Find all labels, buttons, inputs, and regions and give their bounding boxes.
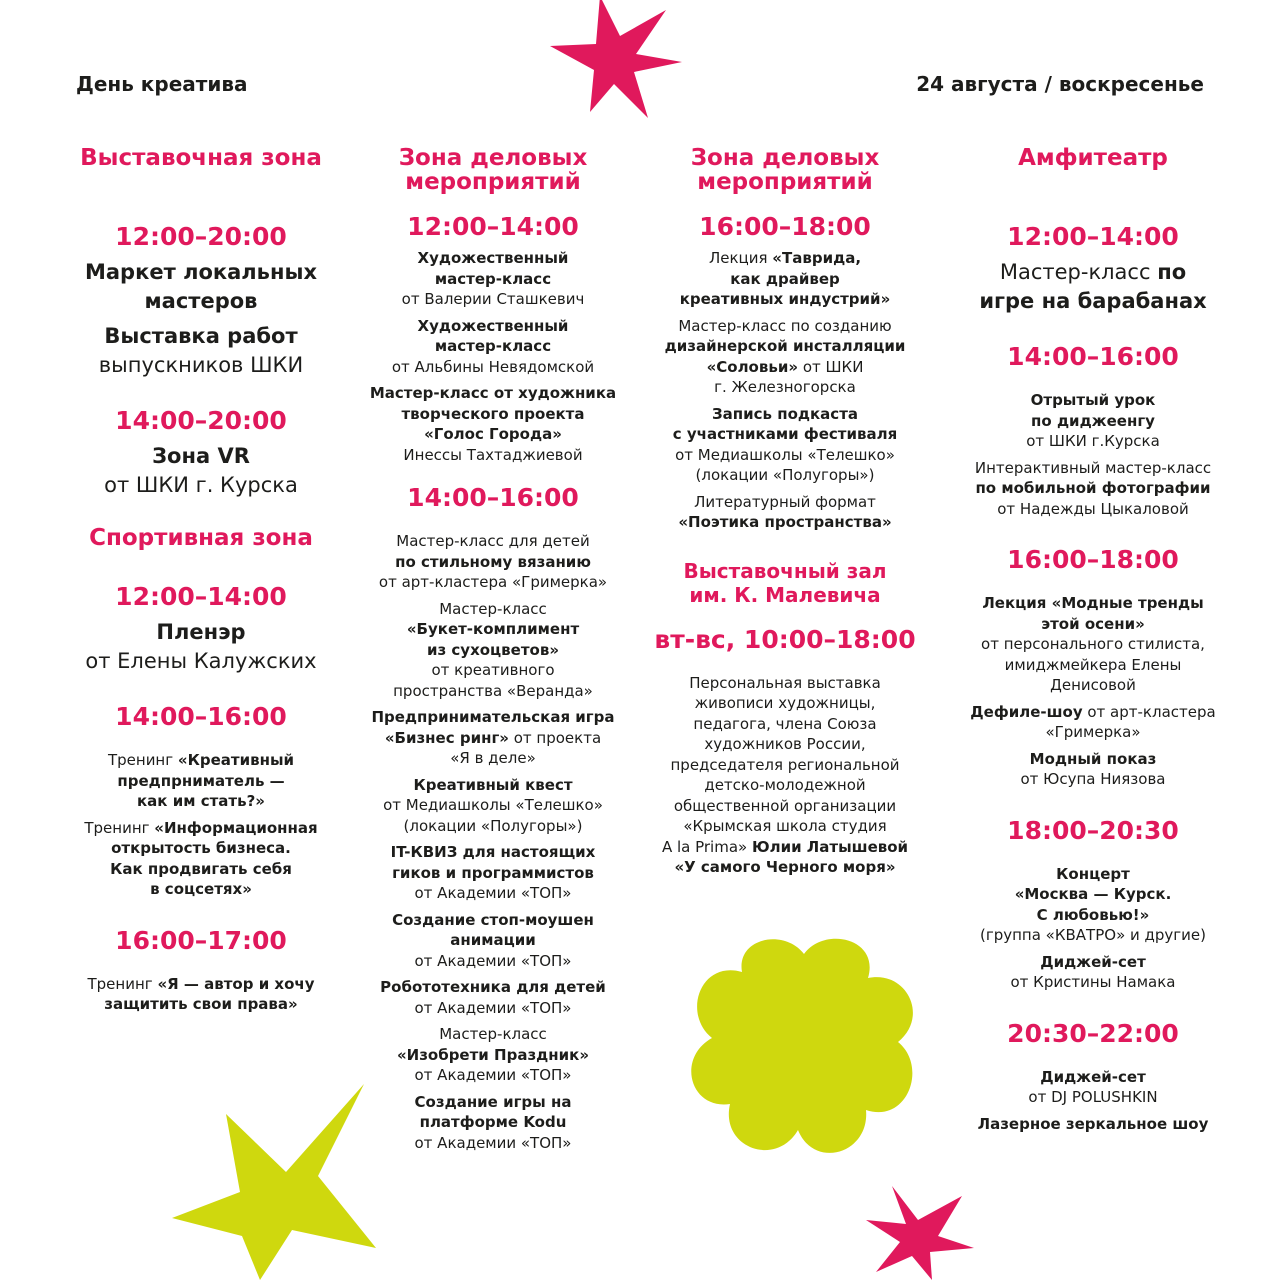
event-item: Персональная выставка живописи художницы, педагога, члена Союза художников России, председателя региональной детско-молодежной общественной организации «Крымская школа студия A la Prima» Юлии Латышевой «У самого Черного моря» — [661, 673, 909, 876]
event-title: Маркет локальных мастеров — [84, 260, 317, 313]
zone-title: Амфитеатр — [1018, 145, 1168, 171]
page-title: День креатива — [76, 72, 248, 96]
zone-title: Зона деловых мероприятий — [690, 145, 880, 195]
event-item: Отрытый урок по диджеенгу от ШКИ г.Курска — [1026, 391, 1160, 450]
event-item: Мастер-класс по игре на барабанах — [979, 260, 1207, 313]
time-slot: 14:00–16:00 — [1007, 342, 1179, 371]
time-slot: 12:00–14:00 — [115, 582, 287, 611]
event-item: Диджей-сет от Кристины Намака — [1010, 952, 1176, 991]
zone-title: Выставочная зона — [80, 145, 322, 171]
event-item: Диджей-сет от DJ POLUSHKIN — [1028, 1067, 1158, 1106]
pink-star-icon — [866, 1180, 976, 1280]
event-title: Зона VR — [152, 444, 250, 468]
zone-title: Зона деловых мероприятий — [398, 145, 588, 195]
event-host: от ШКИ г. Курска — [104, 473, 298, 497]
event-item: Мастер-класс от художника творческого проекта «Голос Города» Инессы Тахтаджиевой — [369, 384, 617, 464]
column-business-zone — [348, 146, 638, 1153]
event-item: IT-КВИЗ для настоящих гиков и программистов от Академии «ТОП» — [390, 843, 596, 902]
event-item: Мастер-класс «Изобрети Праздник» от Академии «ТОП» — [396, 1025, 590, 1084]
event-item: Лазерное зеркальное шоу — [977, 1114, 1209, 1133]
event-item: Тренинг «Информационная открытость бизнеса. Как продвигать себя в соцсетях» — [84, 818, 318, 898]
event-item: Мастер-класс по созданию дизайнерской инсталляции «Соловьи» от ШКИ г. Железногорска — [664, 316, 906, 396]
column-exhibition-sports — [56, 146, 346, 1015]
event-item: Концерт «Москва — Курск. С любовью!» (группа «КВАТРО» и другие) — [979, 864, 1207, 944]
time-slot: вт-вс, 10:00–18:00 — [654, 624, 916, 654]
event-item: Тренинг «Креативный предпрниматель — как им стать?» — [107, 751, 295, 810]
lime-flower-icon — [684, 934, 924, 1164]
time-slot: 16:00–18:00 — [1007, 545, 1179, 574]
column-amphitheater — [946, 146, 1240, 1134]
time-slot: 12:00–14:00 — [407, 212, 579, 241]
zone-title: Спортивная зона — [89, 525, 313, 551]
event-item: Лекция «Таврида, как драйвер креативных индустрий» — [679, 249, 891, 308]
time-slot: 14:00–16:00 — [115, 702, 287, 731]
time-slot: 20:30–22:00 — [1007, 1018, 1179, 1048]
time-slot: 14:00–16:00 — [407, 483, 579, 512]
pink-star-icon — [548, 0, 688, 118]
event-title: Пленэр — [156, 620, 246, 644]
event-item: Креативный квест от Медиашколы «Телешко» (локации «Полугоры») — [383, 775, 603, 835]
time-slot: 18:00–20:30 — [1007, 815, 1179, 845]
event-item: Интерактивный мастер-класс по мобильной фотографии от Надежды Цыкаловой — [974, 458, 1212, 518]
column-business-zone-2 — [640, 146, 930, 878]
event-item: Мастер-класс «Букет-комплимент из сухоцветов» от креативного пространства «Веранда» — [393, 599, 593, 700]
event-item: Дефиле-шоу от арт-кластера «Гримерка» — [970, 702, 1216, 741]
event-date: 24 августа / воскресенье — [916, 72, 1204, 96]
event-host: выпускников ШКИ — [98, 353, 304, 377]
lime-star-icon — [168, 1080, 378, 1280]
time-slot: 16:00–17:00 — [115, 925, 287, 955]
time-slot: 12:00–20:00 — [115, 222, 287, 251]
event-item: Художественный мастер-класс от Валерии Сташкевич — [401, 249, 585, 308]
event-item: Литературный формат «Поэтика пространства» — [678, 492, 892, 531]
event-item: Художественный мастер-класс от Альбины Невядомской — [391, 316, 595, 376]
event-item: Робототехника для детей от Академии «ТОП» — [380, 978, 606, 1017]
time-slot: 14:00–20:00 — [115, 406, 287, 435]
event-item: Запись подкаста с участниками фестиваля от Медиашколы «Телешко» (локации «Полугоры») — [672, 404, 898, 484]
event-item: Предпринимательская игра «Бизнес ринг» от проекта «Я в деле» — [371, 708, 615, 767]
event-item: Создание игры на платформе Kodu от Академии «ТОП» — [414, 1092, 572, 1152]
event-item: Мастер-класс для детей по стильному вязанию от арт-кластера «Гримерка» — [378, 532, 608, 591]
event-item: Создание стоп-моушен анимации от Академии «ТОП» — [392, 910, 594, 970]
event-host: от Елены Калужских — [85, 649, 317, 673]
zone-title: Выставочный зал им. К. Малевича — [683, 558, 887, 607]
time-slot: 12:00–14:00 — [1007, 222, 1179, 251]
event-item: Лекция «Модные тренды этой осени» от персонального стилиста, имиджмейкера Елены Денисовой — [981, 594, 1205, 694]
event-item: Тренинг «Я — автор и хочу защитить свои права» — [87, 974, 315, 1013]
event-title: Выставка работ — [104, 324, 298, 348]
time-slot: 16:00–18:00 — [699, 212, 871, 241]
event-item: Модный показ от Юсупа Ниязова — [1020, 749, 1166, 788]
